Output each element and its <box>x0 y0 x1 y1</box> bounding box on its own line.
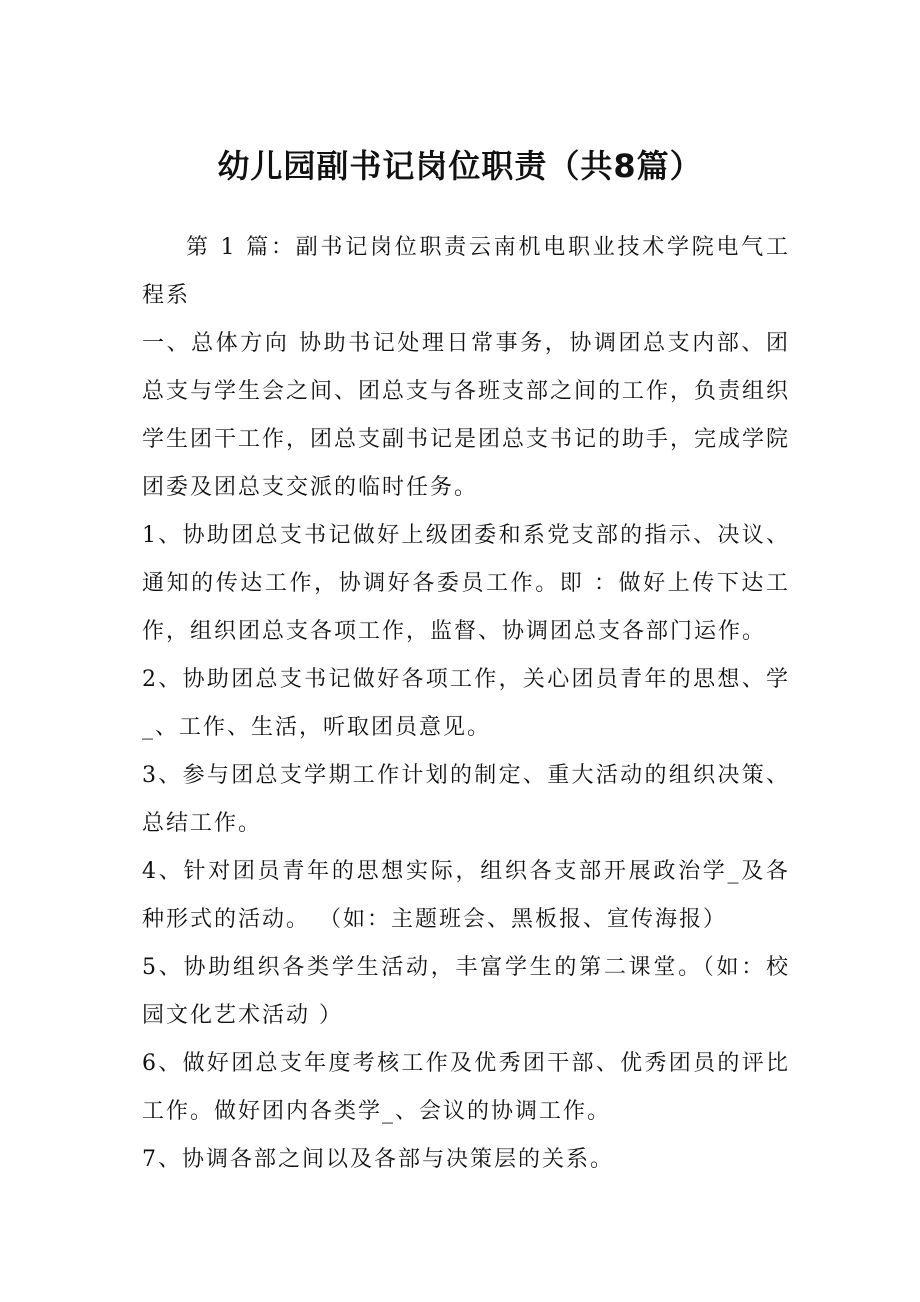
paragraph-item-4: 4、针对团员青年的思想实际，组织各支部开展政治学_及各种形式的活动。 （如：主题班会、黑板报、宣传海报） <box>142 859 790 932</box>
paragraph-item-2: 2、协助团总支书记做好各项工作，关心团员青年的思想、学_、工作、生活，听取团员意见。 <box>142 667 790 740</box>
paragraph-item-5: 5、协助组织各类学生活动，丰富学生的第二课堂。（如：校园文化艺术活动 ） <box>142 955 790 1028</box>
document-body <box>142 224 790 1184</box>
paragraph-item-1: 1、协助团总支书记做好上级团委和系党支部的指示、决议、通知的传达工作，协调好各委员工作。即 ：做好上传下达工作，组织团总支各项工作，监督、协调团总支各部门运作。 <box>142 523 790 644</box>
paragraph-item-6: 6、做好团总支年度考核工作及优秀团干部、优秀团员的评比工作。做好团内各类学_、会议的协调工作。 <box>142 1051 790 1124</box>
paragraph-heading: 第 1 篇：副书记岗位职责云南机电职业技术学院电气工程系 <box>142 235 790 308</box>
paragraph-item-7: 7、协调各部之间以及各部与决策层的关系。 <box>142 1147 614 1172</box>
document-title: 幼儿园副书记岗位职责（共8篇） <box>217 147 703 185</box>
paragraph-overview: 一、总体方向 协助书记处理日常事务，协调团总支内部、团总支与学生会之间、团总支与各班支部之间的工作，负责组织学生团干工作，团总支副书记是团总支书记的助手，完成学院团委及团总支交派的临时任务。 <box>142 331 791 500</box>
paragraph-item-3: 3、参与团总支学期工作计划的制定、重大活动的组织决策、总结工作。 <box>142 763 790 836</box>
